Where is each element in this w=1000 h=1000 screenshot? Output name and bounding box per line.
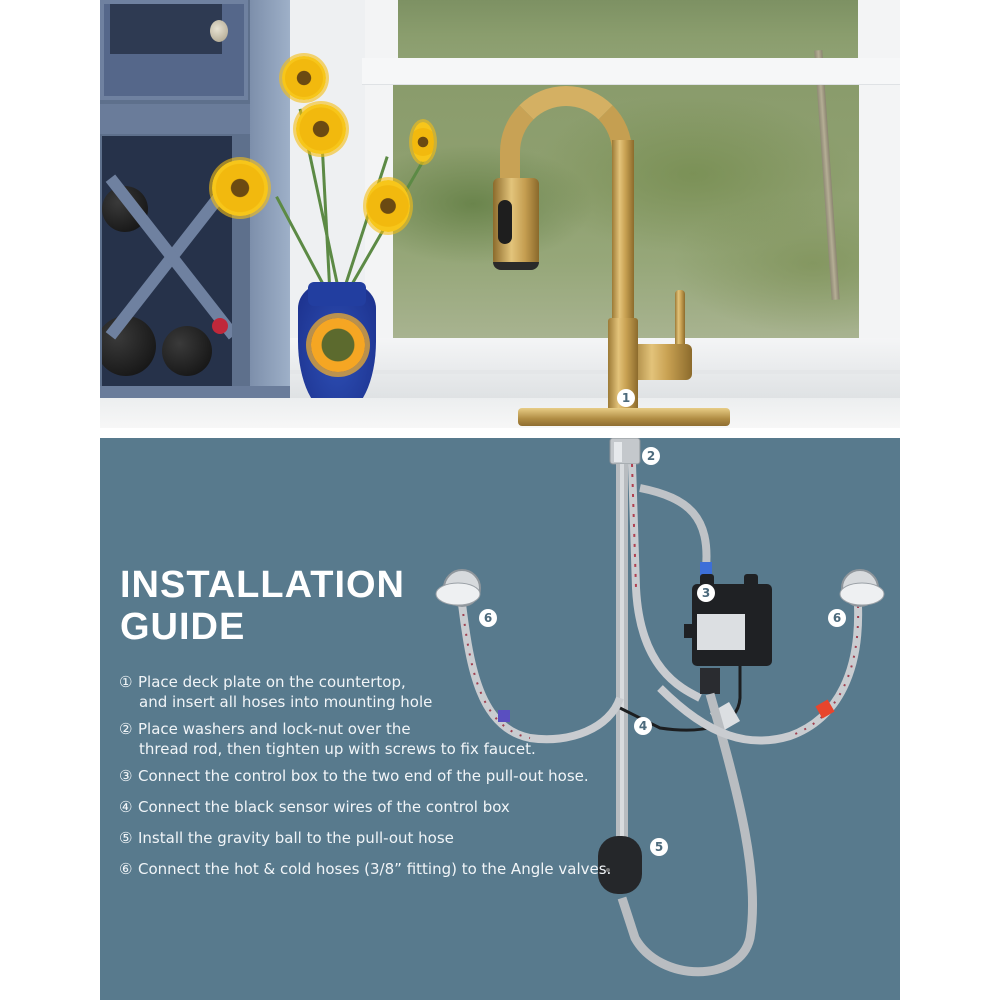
callout-badge-1: 1 — [617, 389, 635, 407]
step-number: ⑤ — [119, 829, 133, 847]
sunflower — [282, 56, 326, 100]
cabinet-trim — [100, 104, 252, 134]
control-box-fitting — [700, 668, 720, 694]
step-text-continued: thread rod, then tighten up with screws to fix faucet. — [139, 740, 536, 758]
kitchen-photo — [100, 0, 900, 428]
countertop — [100, 398, 900, 428]
product-image — [100, 0, 900, 1000]
wine-bottle-cap — [212, 318, 228, 334]
step-number: ④ — [119, 798, 133, 816]
vase-sunflower-pattern — [311, 318, 365, 372]
sunflower — [412, 122, 434, 162]
window-sill — [290, 338, 900, 398]
cabinet-knob — [210, 20, 228, 42]
step-number: ③ — [119, 767, 133, 785]
step-1 — [119, 672, 432, 712]
guide-title-line2: GUIDE — [120, 606, 246, 648]
faucet-neck — [612, 140, 634, 322]
wine-bottle — [162, 326, 212, 376]
step-text: Connect the hot & cold hoses (3/8” fitting) to the Angle valves. — [138, 860, 612, 878]
guide-title-line1: INSTALLATION — [120, 564, 405, 606]
sunflower — [296, 104, 346, 154]
sunflower — [212, 160, 268, 216]
vase-neck — [308, 282, 366, 306]
deck-plate — [518, 408, 730, 426]
lock-nut-highlight — [614, 442, 622, 462]
step-5 — [119, 828, 454, 848]
window-mullion — [362, 58, 900, 85]
window-pane-top — [398, 0, 858, 58]
step-text-continued: and insert all hoses into mounting hole — [139, 693, 433, 711]
sprayer-button — [498, 200, 512, 244]
step-2 — [119, 719, 536, 759]
step-number: ① — [119, 673, 133, 691]
step-text: Install the gravity ball to the pull-out hose — [138, 829, 454, 847]
callout-badge-6-right: 6 — [828, 609, 846, 627]
faucet-lever-handle — [675, 290, 685, 350]
step-text: Place deck plate on the countertop, — [138, 673, 406, 691]
callout-badge-6-left: 6 — [479, 609, 497, 627]
valve-handle-left — [436, 583, 480, 605]
outlet-hose — [640, 488, 706, 578]
sill-edge — [290, 370, 900, 374]
faucet-lever-base — [630, 344, 692, 380]
sunflower — [366, 180, 410, 232]
cabinet-glass — [110, 4, 222, 54]
control-box-label — [697, 614, 745, 650]
blue-connector — [700, 562, 712, 576]
step-3 — [119, 766, 589, 786]
valve-handle-right — [840, 583, 884, 605]
callout-badge-2: 2 — [642, 447, 660, 465]
callout-badge-4: 4 — [634, 717, 652, 735]
wine-rack — [102, 136, 232, 386]
step-text: Connect the black sensor wires of the control box — [138, 798, 510, 816]
step-number: ② — [119, 720, 133, 738]
control-box-tab — [744, 574, 758, 588]
step-text: Place washers and lock-nut over the — [138, 720, 411, 738]
installation-guide-panel — [100, 438, 900, 1000]
callout-badge-3: 3 — [697, 584, 715, 602]
sprayer-face — [493, 262, 539, 270]
guide-title — [120, 564, 405, 648]
step-4 — [119, 797, 510, 817]
control-box-port — [684, 624, 694, 638]
step-number: ⑥ — [119, 860, 133, 878]
wine-cabinet — [100, 0, 290, 412]
callout-badge-5: 5 — [650, 838, 668, 856]
step-text: Connect the control box to the two end of the pull-out hose. — [138, 767, 589, 785]
step-6 — [119, 859, 611, 879]
cabinet-door — [100, 0, 248, 100]
